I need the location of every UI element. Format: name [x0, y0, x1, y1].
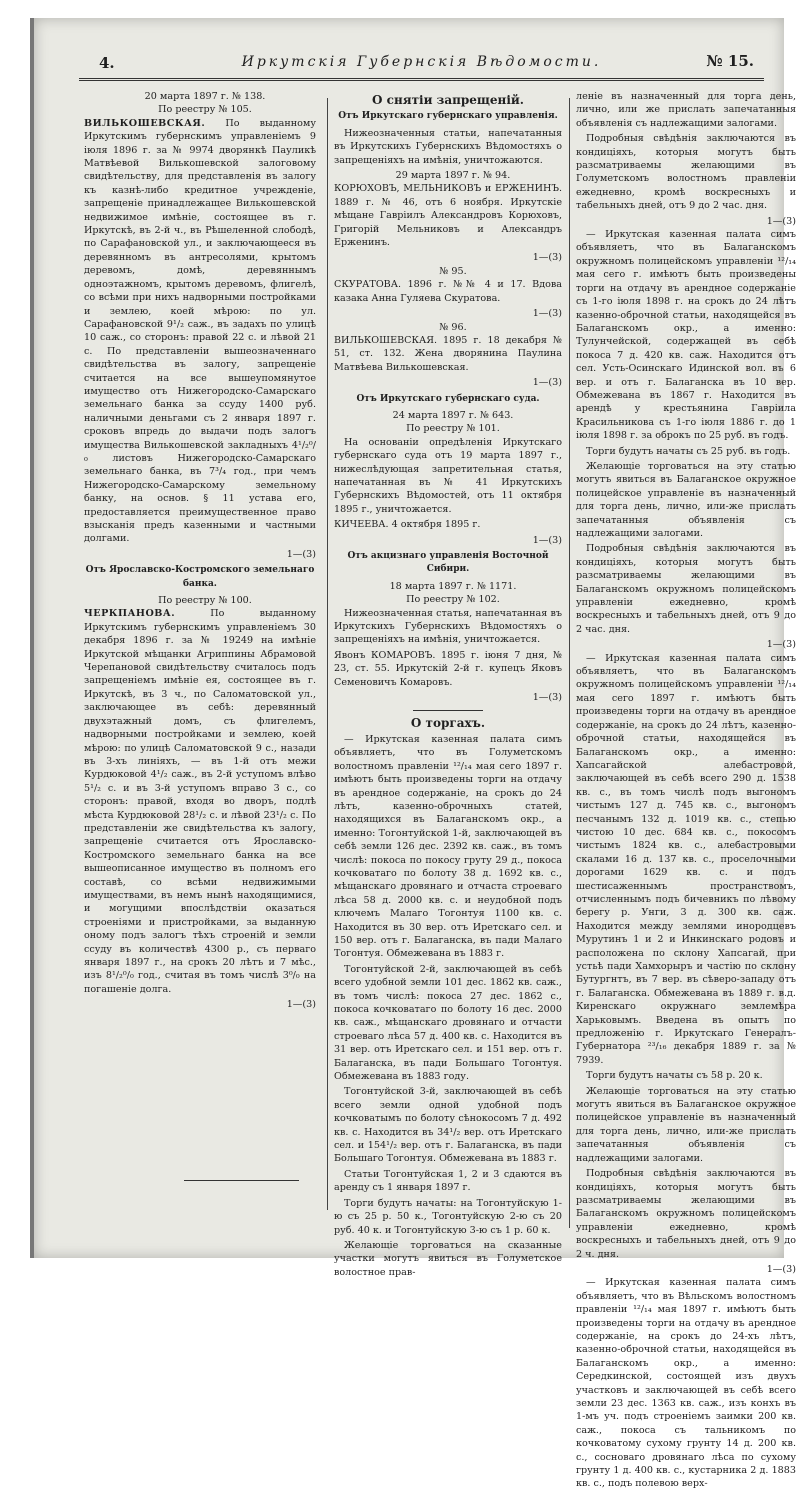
registry-number: По реестру № 101. [406, 423, 500, 435]
notice-count: 1—(3) [532, 692, 562, 704]
notice-text: На основаніи опредѣленія Иркутскаго губернскаго суда отъ 19 марта 1897 г., нижеслѣдующая запретительная статья, напечатанная въ № 41 Иркутскихъ Губернскихъ Вѣдомостей, отъ 11 октября 1895 г., уничтожается. [334, 436, 562, 515]
section-title: О снятіи запрещеній. [372, 93, 524, 107]
registry-number: По реестру № 105. [158, 104, 252, 116]
notice-text: Торги будутъ начаты съ 58 р. 20 к. [586, 1070, 763, 1082]
notice-text: Торги будутъ начаты съ 25 руб. въ годъ. [586, 445, 791, 457]
notice-text: Желающіе торговаться на эту статью могутъ явиться въ Балаганское окружное полицейское управленіе въ назначенный для торга день, лично, или-же прислать запечатанныя объявленія съ надлежащими залогами. [576, 1085, 796, 1164]
notice-text: Торги будутъ начаты: на Тогонтуйскую 1-ю съ 25 р. 50 к., Тогонтуйскую 2-ю съ 20 руб. 40 к. и Тогонтуйскую 3-ю съ 1 р. 60 к. [334, 1197, 562, 1236]
column-3 [576, 90, 796, 1490]
notice-count: 1—(3) [532, 534, 562, 546]
notice-intro: Нижеозначенная статья, напечатанная въ Иркутскихъ Губернскихъ Вѣдомостяхъ о запрещеніяхъ на имѣнія, уничтожается. [334, 607, 562, 646]
registry-number: По реестру № 102. [406, 594, 500, 606]
registry-number: По реестру № 100. [158, 595, 252, 607]
registry-number: № 95. [439, 265, 467, 277]
notice-count: 1—(3) [532, 308, 562, 320]
notice-text: леніе въ назначенный для торга день, лично, или же прислать запечатанныя объявленія съ надлежащими залогами. [576, 91, 796, 129]
notice-text: Подробныя свѣдѣнія заключаются въ кондиціяхъ, которыя могутъ быть разсматриваемы желающими въ Балаганскомъ окружномъ полицейскомъ управленіи ежедневно, кромѣ воскресныхъ и табельныхъ дней, отъ 9 до 2 час. дня. [576, 543, 796, 635]
notice-count: 1—(3) [286, 999, 316, 1011]
page-number: 4. [99, 54, 115, 72]
column-1 [84, 90, 316, 1205]
notice-name: ВИЛЬКОШЕВСКАЯ. [84, 117, 206, 129]
notice-date: 29 марта 1897 г. № 94. [395, 170, 511, 182]
section-divider [413, 710, 483, 711]
notice-entry: ВИЛЬКОШЕВСКАЯ. 1895 г. 18 декабря № 51, ст. 132. Жена дворянина Паулина Матвѣева Вилькошевская. [334, 334, 562, 373]
section-title: О торгахъ. [410, 716, 486, 731]
notice-entry: КИЧЕЕВА. 4 октября 1895 г. [334, 519, 481, 531]
notice-text: — Иркутская казенная палата симъ объявляетъ, что въ Балаганскомъ окружномъ полицейскомъ управленіи ¹²/₁₄ мая сего 1897 г. имѣютъ быть произведены торги на отдачу въ арендное содержаніе, на срокъ до 24 лѣтъ, казенно-оброчной статьи, находящейся въ Балаганскомъ окр., а именно: Хапсагайской алебастровой, заключающей въ себѣ всего 290 д. 1538 кв. с., въ томъ числѣ подъ выгономъ чистымъ 127 д. 745 кв. с., выгономъ песчанымъ 132 д. 1019 кв. с., степью чистою 10 дес. 684 кв. с., покосомъ чистымъ 1824 кв. с., алебастровыми скалами 16 д. 137 кв. с., проселочными дорогами 1629 кв. с. и подъ шестисаженнымъ пространствомъ, отчисленнымъ подъ бичевникъ по лѣвому берегу р. Унги, 3 д. 300 кв. саж. Находится между землями инородцевъ Мурутинъ 1 и 2 и Инкинскаго родовъ и расположена по склону Хапсагай, при устьѣ пади Хамхорыръ и частію по склону Бутургнтъ, въ 7 вер. въ сѣверо-западу отъ г. Балаганска. Обмежевана въ 1889 г. в.д. Киренскаго окружнаго землемѣра Харьковымъ. Введена въ опытъ по предложенію г. Иркутскаго Генералъ-Губернатора ²³/₁₆ декабря 1889 г. за № 7939. [576, 652, 796, 1066]
subsection-header: Отъ акцизнаго управленія Восточной Сибири. [347, 551, 549, 575]
notice-count: 1—(3) [286, 548, 316, 560]
notice-entry: Явонъ КОМАРОВЪ. 1895 г. іюня 7 дня, № 23, ст. 55. Иркутскій 2-й г. купецъ Яковъ Семеновичъ Комаровъ. [334, 649, 562, 688]
notice-entry: СКУРАТОВА. 1896 г. №№ 4 и 17. Вдова казака Анна Гуляева Скуратова. [334, 279, 562, 304]
issue-number: № 15. [706, 52, 754, 70]
notice-date: 24 марта 1897 г. № 643. [392, 409, 514, 421]
notice-text: Желающіе торговаться на сказанные участки могутъ явиться въ Голуметское волостное прав- [334, 1239, 562, 1278]
notice-count: 1—(3) [532, 377, 562, 389]
notice-text: По выданному Иркутскимъ губернскимъ управленіемъ 30 декабря 1896 г. за № 19249 на имѣніе Иркутской мѣщанки Агриппины Абрамовой Черепановой свидѣтельству считалось подъ запрещеніемъ имѣніе ея, состоящее въ г. Иркутскѣ, въ 3 ч., по Саломатовской ул., заключающее въ себѣ: деревянный двухэтажный домъ, съ флигелемъ, надворными постройками и землею, коей мѣрою: по улицѣ Саломатовской 9 с., назади въ 3-хъ линіяхъ, — въ 1-й отъ межи Курдюковой 4¹/₂ саж., въ 2-й уступомъ влѣво 5¹/₂ с. и въ 3-й уступомъ вправо 3 с., со сторонъ: правой, входя во дворъ, подлѣ мѣста Курдюковой 28¹/₂ с. и лѣвой 23¹/₂ с. По представленіи же свидѣтельства къ залогу, запрещеніе считается отъ Ярославско-Костромского земельнаго банка на все вышеописанное имущество въ полномъ его составѣ, со всѣми недвижимыми имуществами, въ немъ нынѣ находящимися, и могущими впослѣдствіи оказаться строеніями и пристройками, за выданную оному подъ залогъ тѣхъ строеній и земли ссуду въ количествѣ 4300 р., съ перваго января 1897 г., на срокъ 20 лѣтъ и 7 мѣс., изъ 8¹/₂⁰/₀ год., считая въ томъ числѣ 3⁰/₀ на погашеніе долга. [84, 608, 316, 995]
bank-header: Отъ Ярославско-Костромского земельнаго банка. [85, 565, 315, 589]
column-rule-right [569, 98, 570, 1228]
registry-number: № 96. [439, 321, 467, 333]
notice-text: Подробныя свѣдѣнія заключаются въ кондиціяхъ, которыя могутъ быть разсматриваемы желающими въ Балаганскомъ окружномъ полицейскомъ управленіи ежедневно, кромѣ воскресныхъ и табельныхъ дней, отъ 9 до 2 ч. дня. [576, 1168, 796, 1260]
column-rule-left [327, 98, 328, 1210]
subsection-header: Отъ Иркутскаго губернскаго управленія. [338, 111, 558, 122]
newspaper-page [30, 18, 796, 1490]
column-end-rule [184, 1180, 299, 1181]
notice-text: По выданному Иркутскимъ губернскимъ управленіемъ 9 іюля 1896 г. за № 9974 дворянкѣ Пауликѣ Матвѣевой Вилькошевской залоговому свидѣтельству, для представленія въ залогу къ казнѣ-либо кредитное учрежденіе, запрещеніе принадлежащее Вилькошевской недвижимое имѣніе, состоящее въ г. Иркутскѣ, въ 2-й ч., въ Рѣшеленной слободѣ, по Сарафановской ул., и заключающееся въ деревянномъ въ антресолями, крытомъ деревомъ, домѣ, деревяннымъ одноэтажномъ, крытомъ деревомъ, флигелѣ, со всѣми при нихъ надворными постройками и землею, коей мѣрою: по ул. Сарафановской 9¹/₂ саж., въ задахъ по улицѣ 10 саж., со сторонъ: правой 22 с. и лѣвой 21 с. По представленіи вышеозначеннаго свидѣтельства въ залогу, запрещеніе считается на все вышеупомянутое имущество отъ Нижегородско-Самарскаго земельнаго банка за ссуду 1400 руб. наличными деньгами съ 2 января 1897 г. сроковъ впредь до выдачи подъ залогъ имущества Вилькошевской закладныхъ 4¹/₂⁰/₀ листовъ Нижегородско-Самарскаго земельнаго банка, въ 7³/₄ год., при чемъ Нижегородско-Самарскому земельному банку, на основ. § 11 устава его, предоставляется преимущественное право взысканія предъ казенными и частными долгами. [84, 117, 316, 545]
notice-date: 20 марта 1897 г. № 138. [144, 91, 266, 102]
notice-entry [84, 607, 316, 996]
notice-count: 1—(3) [766, 639, 796, 651]
notice-entry [84, 117, 316, 546]
newspaper-title: Иркутскія Губернскія Вѣдомости. [241, 54, 602, 70]
notice-date: 18 марта 1897 г. № 1171. [389, 580, 517, 592]
notice-text: Тогонтуйской 3-й, заключающей въ себѣ всего земли одной удобной подъ кочковатымъ по болоту сѣнокосомъ 7 д. 492 кв. с. Находится въ 34¹/₂ вер. отъ Иретскаго сел. и 154¹/₂ вер. отъ г. Балаганска, въ пади Большаго Тогонтуя. Обмежевана въ 1883 г. [334, 1086, 562, 1165]
notice-intro: Нижеозначенныя статьи, напечатанныя въ Иркутскихъ Губернскихъ Вѣдомостяхъ о запрещеніяхъ на имѣнія, уничтожаются. [334, 127, 562, 166]
column-2 [334, 90, 562, 1278]
notice-text: — Иркутская казенная палата симъ объявляетъ, что въ Балаганскомъ окружномъ полицейскомъ управленіи ¹²/₁₄ мая сего г. имѣютъ быть произведены торги на отдачу въ арендное содержаніе съ 1-го іюля 1898 г. на срокъ до 24 лѣтъ казенно-оброчной статьи, находящейся въ Балаганскомъ окр., а именно: Тулунчейской, содержащей въ себѣ покоса 7 д. 420 кв. саж. Находится отъ сел. Усть-Осинскаго Идинской вол. въ 6 вер. и отъ г. Балаганска въ 10 вер. Обмежевана въ 1867 г. Находится въ арендѣ у крестьянина Гавріила Красильникова съ 1-го іюля 1886 г. до 1 іюля 1898 г. за оброкъ по 25 руб. въ годъ. [576, 229, 796, 442]
notice-count: 1—(3) [766, 1263, 796, 1275]
page-header [79, 48, 764, 81]
notice-text: — Иркутская казенная палата симъ объявляетъ, что въ Голуметскомъ волостномъ правленіи ¹²/₁₄ мая сего 1897 г. имѣютъ быть произведены торги на отдачу въ арендное содержаніе, на срокъ до 24 лѣтъ, казенно-оброчныхъ статей, находящихся въ Балаганскомъ окр., а именно: Тогонтуйской 1-й, заключающей въ себѣ земли 126 дес. 2392 кв. саж., въ томъ числѣ: покоса по покосу груту 29 д., покоса кочковатаго по болоту 38 д. 1692 кв. с., мѣщанскаго дровянаго и отчаста строеваго лѣса 58 д. 2000 кв. с. и неудобной подъ ключемъ Малаго Тогонтуя 1100 кв. с. Находится въ 30 вер. отъ Иретскаго сел. и 150 вер. отъ г. Балаганска, въ пади Малаго Тогонтуя. Обмежевана въ 1883 г. [334, 733, 562, 960]
notice-text: — Иркутская казенная палата симъ объявляетъ, что въ Вѣльскомъ волостномъ правленіи ¹²/₁₄ мая 1897 г. имѣютъ быть произведены торги на отдачу въ арендное содержаніе, на срокъ до 24-хъ лѣтъ, казенно-оброчной статьи, находящейся въ Балаганскомъ окр., а именно: Середкинской, состоящей изъ двухъ участковъ и заключающей въ себѣ всего земли 23 дес. 1363 кв. саж., изъ конхъ въ 1-мъ уч. подъ строеніемъ заимки 200 кв. саж., покоса съ тальникомъ по кочковатому сухому грунту 14 д. 200 кв. с., сосноваго дровянаго лѣса по сухому грунту 1 д. 400 кв. с., кустарника 2 д. 1883 кв. с., подъ полевою верх- [576, 1277, 796, 1490]
notice-text: Желающіе торговаться на эту статью могутъ явиться въ Балаганское окружное полицейское управленіе въ назначенный для торга день, лично, или-же прислать запечатанныя объявленія съ надлежащими залогами. [576, 460, 796, 539]
subsection-header: Отъ Иркутскаго губернскаго суда. [356, 393, 540, 404]
notice-text: Подробныя свѣдѣнія заключаются въ кондиціяхъ, которыя могутъ быть разсматриваемы желающими въ Голуметскомъ волостномъ правленіи ежедневно, кромѣ воскресныхъ и табельныхъ дней, отъ 9 до 2 час. дня. [576, 133, 796, 212]
notice-count: 1—(3) [766, 215, 796, 227]
notice-entry: КОРЮХОВЪ, МЕЛЬНИКОВЪ и ЕРЖЕНИНЪ. 1889 г. № 46, отъ 6 ноября. Иркутскіе мѣщане Гавріилъ Александровъ Корюховъ, Григорій Мельниковъ и Александръ Ерженинъ. [334, 183, 562, 249]
notice-text: Тогонтуйской 2-й, заключающей въ себѣ всего удобной земли 101 дес. 1862 кв. саж., въ томъ числѣ: покоса 27 дес. 1862 с., покоса кочковатаго по болоту 16 дес. 2000 кв. саж., мѣщанскаго дровянаго и отчасти строеваго лѣса 57 д. 400 кв. с. Находится въ 31 вер. отъ Иретскаго сел. и 151 вер. отъ г. Балаганска, въ пади Большаго Тогонтуя. Обмежевана въ 1883 году. [334, 963, 562, 1083]
notice-text: Статьи Тогонтуйская 1, 2 и 3 сдаются въ аренду съ 1 января 1897 г. [334, 1168, 562, 1194]
notice-count: 1—(3) [532, 252, 562, 264]
notice-name: ЧЕРКПАНОВА. [84, 608, 176, 620]
